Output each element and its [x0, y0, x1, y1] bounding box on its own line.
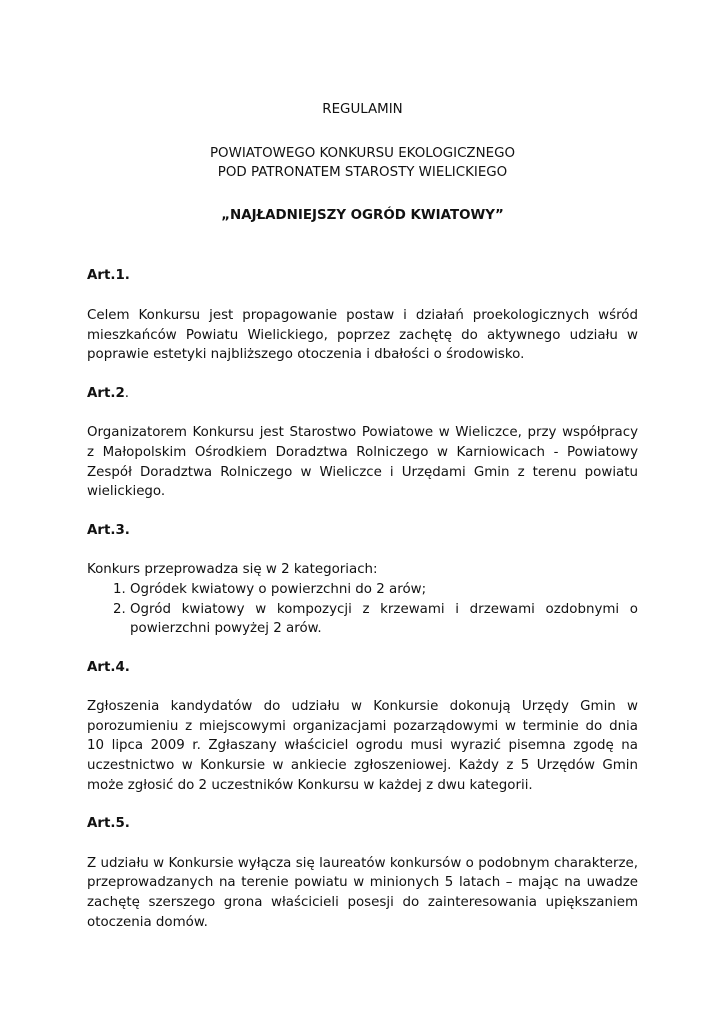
competition-headline: „NAJŁADNIEJSZY OGRÓD KWIATOWY”: [221, 207, 504, 223]
article-1-heading: Art.1.: [87, 268, 130, 284]
article-4-text: Zgłoszenia kandydatów do udziału w Konkursie dokonują Urzędy Gmin w porozumieniu z miejscowymi organizacjami pozarządowymi w terminie do dnia 10 lipca 2009 r. Zgłaszany właściciel ogrodu musi wyrazić pisemna zgodę na uczestnictwo w Konkursie w ankiecie zgłoszeniowej. Każdy z 5 Urzędów Gmin może zgłosić do 2 uczestników Konkursu w każdej z dwu kategorii.: [87, 699, 638, 793]
category-item-2: 2. Ogród kwiatowy w kompozycji z krzewami i drzewami ozdobnymi o powierzchni powyżej 2 arów.: [130, 600, 638, 639]
subtitle-line-2: POD PATRONATEM STAROSTY WIELICKIEGO: [217, 165, 508, 181]
category-list: [87, 580, 638, 639]
article-2-heading: [87, 384, 638, 404]
article-5-heading: Art.5.: [87, 816, 130, 832]
article-4-heading: Art.4.: [87, 659, 130, 675]
document-page: [87, 100, 638, 951]
subtitle-line-1: POWIATOWEGO KONKURSU EKOLOGICZNEGO: [209, 145, 516, 161]
article-3-intro: Konkurs przeprowadza się w 2 kategoriach:: [87, 562, 378, 578]
article-1-text: Celem Konkursu jest propagowanie postaw i działań proekologicznych wśród mieszkańców Powiatu Wielickiego, poprzez zachętę do aktywnego udziału w poprawie estetyki najbliższego otoczenia i dbałości o środowisko.: [87, 307, 638, 363]
document-subtitle: [87, 144, 638, 183]
article-3-heading: Art.3.: [87, 522, 130, 538]
article-5-text: Z udziału w Konkursie wyłącza się laureatów konkursów o podobnym charakterze, przeprowadzanych na terenie powiatu w minionych 5 latach – mając na uwadze zachętę szerszego grona właścicieli posesji do zainteresowania upiększaniem otoczenia domów.: [87, 855, 638, 930]
article-2-heading-dot: .: [124, 385, 130, 401]
category-item-1: 1. Ogródek kwiatowy o powierzchni do 2 arów;: [130, 580, 638, 600]
article-2-heading-label: Art.2: [87, 385, 125, 401]
article-2-text: Organizatorem Konkursu jest Starostwo Powiatowe w Wieliczce, przy współpracy z Małopolskim Ośrodkiem Doradztwa Rolniczego w Karniowicach - Powiatowy Zespół Doradztwa Rolniczego w Wieliczce i Urzędami Gmin z terenu powiatu wielickiego.: [87, 425, 638, 500]
document-title: REGULAMIN: [322, 102, 403, 117]
